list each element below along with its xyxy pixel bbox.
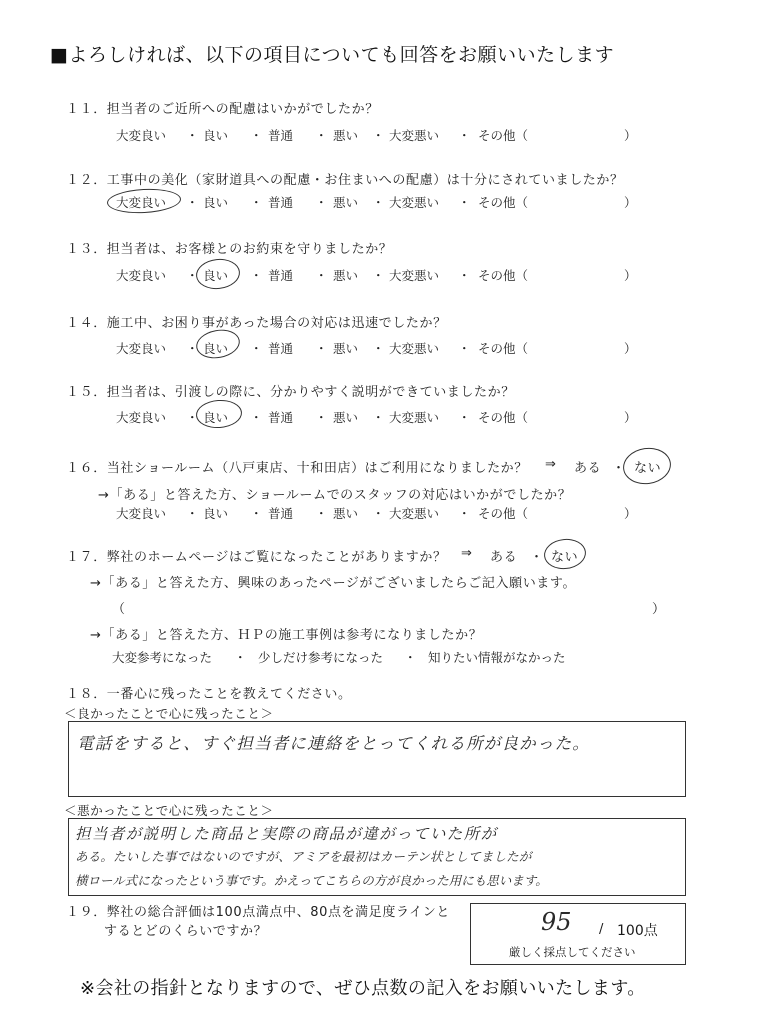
q19-score-slash: / bbox=[599, 922, 604, 937]
question-17: １７．弊社のホームページはご覧になったことがありますか？ bbox=[66, 550, 447, 565]
q17-answer-no[interactable]: ない bbox=[551, 550, 579, 565]
q18-bad-answer-line-2: ある。たいした事ではないのですが、アミアを最初はカーテン状としてましたが bbox=[75, 849, 532, 864]
opt-very-bad[interactable]: 大変悪い bbox=[389, 268, 440, 283]
q17-opt-slightly-helpful[interactable]: 少しだけ参考になった bbox=[258, 650, 384, 665]
opt-very-good[interactable]: 大変良い bbox=[116, 195, 167, 210]
q18-bad-answer-box[interactable] bbox=[68, 818, 686, 896]
question-18: １８．一番心に残ったことを教えてください。 bbox=[66, 687, 352, 702]
q18-good-answer-text: 電話をすると、すぐ担当者に連絡をとってくれる所が良かった。 bbox=[77, 734, 590, 753]
opt-normal[interactable]: 普通 bbox=[268, 506, 294, 521]
opt-good[interactable]: 良い bbox=[203, 195, 229, 210]
opt-very-good[interactable]: 大変良い bbox=[116, 128, 167, 143]
q18-bad-label: ＜悪かったことで心に残ったこと＞ bbox=[64, 803, 274, 818]
opt-bad[interactable]: 悪い bbox=[333, 410, 359, 425]
rating-options-q13: 大変良い ・ 良い ・ 普通 ・ 悪い ・ 大変悪い ・ その他（ ） bbox=[116, 268, 637, 283]
selection-circle-q13 bbox=[195, 257, 242, 291]
q17-opt-separator-1: ・ bbox=[234, 650, 247, 665]
q17-followup-2: →「ある」と答えた方、ＨＰの施工事例は参考になりましたか？ bbox=[90, 628, 483, 643]
opt-very-good[interactable]: 大変良い bbox=[116, 268, 167, 283]
q17-followup-1: →「ある」と答えた方、興味のあったページがございましたらご記入願います。 bbox=[90, 576, 577, 591]
opt-very-good[interactable]: 大変良い bbox=[116, 341, 167, 356]
opt-good[interactable]: 良い bbox=[203, 128, 229, 143]
question-19-line-1: １９．弊社の総合評価は100点満点中、80点を満足度ラインと bbox=[66, 905, 450, 920]
q18-good-answer-box[interactable] bbox=[68, 721, 686, 797]
opt-bad[interactable]: 悪い bbox=[333, 341, 359, 356]
q19-score-note: 厳しく採点してください bbox=[509, 945, 636, 959]
q17-opt-no-info[interactable]: 知りたい情報がなかった bbox=[428, 650, 566, 665]
opt-good[interactable]: 良い bbox=[203, 506, 229, 521]
question-12: １２．工事中の美化（家財道具への配慮・お住まいへの配慮）は十分にされていましたか？ bbox=[66, 173, 624, 188]
rating-options-q12: 大変良い ・ 良い ・ 普通 ・ 悪い ・ 大変悪い ・ その他（ ） bbox=[116, 195, 637, 210]
q16-separator: ・ bbox=[612, 461, 626, 476]
opt-normal[interactable]: 普通 bbox=[268, 195, 294, 210]
opt-very-good[interactable]: 大変良い bbox=[116, 506, 167, 521]
opt-very-bad[interactable]: 大変悪い bbox=[389, 195, 440, 210]
q16-followup: →「ある」と答えた方、ショールームでのスタッフの対応はいかがでしたか？ bbox=[98, 488, 572, 503]
rating-options-q15: 大変良い ・ 良い ・ 普通 ・ 悪い ・ 大変悪い ・ その他（ ） bbox=[116, 410, 637, 425]
q17-paren-close: ） bbox=[652, 602, 666, 617]
q19-score-box[interactable] bbox=[470, 903, 686, 965]
opt-other[interactable]: その他（ bbox=[478, 341, 529, 356]
q17-opt-separator-2: ・ bbox=[404, 650, 417, 665]
opt-normal[interactable]: 普通 bbox=[268, 410, 294, 425]
q17-paren-open: （ bbox=[112, 602, 126, 617]
question-19-line-2: するとどのくらいですか？ bbox=[104, 924, 268, 939]
opt-normal[interactable]: 普通 bbox=[268, 128, 294, 143]
opt-very-bad[interactable]: 大変悪い bbox=[389, 506, 440, 521]
question-16: １６．当社ショールーム（八戸東店、十和田店）はご利用になりましたか？ bbox=[66, 461, 528, 476]
page-heading: ■よろしければ、以下の項目についても回答をお願いいたします bbox=[50, 44, 615, 66]
q18-bad-answer-line-1: 担当者が説明した商品と実際の商品が違がっていた所が bbox=[75, 825, 498, 843]
opt-bad[interactable]: 悪い bbox=[333, 506, 359, 521]
q17-arrow: ⇒ bbox=[461, 546, 473, 561]
question-15: １５．担当者は、引渡しの際に、分かりやすく説明ができていましたか？ bbox=[66, 385, 515, 400]
opt-other[interactable]: その他（ bbox=[478, 506, 529, 521]
q18-bad-answer-line-3: 横ロール式になったという事です。かえってこちらの方が良かった用にも思います。 bbox=[75, 873, 548, 888]
q17-answer-yes[interactable]: ある bbox=[490, 550, 518, 565]
opt-bad[interactable]: 悪い bbox=[333, 195, 359, 210]
question-11: １１．担当者のご近所への配慮はいかがでしたか？ bbox=[66, 102, 379, 117]
opt-very-bad[interactable]: 大変悪い bbox=[389, 128, 440, 143]
q17-opt-very-helpful[interactable]: 大変参考になった bbox=[112, 650, 213, 665]
opt-very-bad[interactable]: 大変悪い bbox=[389, 341, 440, 356]
opt-good[interactable]: 良い bbox=[203, 268, 229, 283]
opt-bad[interactable]: 悪い bbox=[333, 128, 359, 143]
opt-very-bad[interactable]: 大変悪い bbox=[389, 410, 440, 425]
opt-good[interactable]: 良い bbox=[203, 410, 229, 425]
footer-note: ※会社の指針となりますので、ぜひ点数の記入をお願いいたします。 bbox=[80, 978, 646, 999]
opt-normal[interactable]: 普通 bbox=[268, 341, 294, 356]
opt-other[interactable]: その他（ bbox=[478, 268, 529, 283]
selection-circle-q16 bbox=[621, 445, 674, 487]
question-14: １４．施工中、お困り事があった場合の対応は迅速でしたか？ bbox=[66, 316, 447, 331]
q16-answer-no[interactable]: ない bbox=[634, 461, 662, 476]
selection-circle-q17 bbox=[543, 537, 588, 571]
opt-bad[interactable]: 悪い bbox=[333, 268, 359, 283]
question-13: １３．担当者は、お客様とのお約束を守りましたか？ bbox=[66, 242, 393, 257]
q19-score-value: 95 bbox=[541, 908, 572, 936]
q16-arrow: ⇒ bbox=[545, 457, 557, 472]
q19-score-max: 100点 bbox=[617, 923, 658, 939]
q16-answer-yes[interactable]: ある bbox=[574, 461, 602, 476]
opt-other[interactable]: その他（ bbox=[478, 195, 529, 210]
q18-good-label: ＜良かったことで心に残ったこと＞ bbox=[64, 706, 274, 721]
opt-very-good[interactable]: 大変良い bbox=[116, 410, 167, 425]
opt-other[interactable]: その他（ bbox=[478, 128, 529, 143]
opt-other[interactable]: その他（ bbox=[478, 410, 529, 425]
rating-options-q14: 大変良い ・ 良い ・ 普通 ・ 悪い ・ 大変悪い ・ その他（ ） bbox=[116, 341, 637, 356]
opt-good[interactable]: 良い bbox=[203, 341, 229, 356]
q17-separator: ・ bbox=[530, 550, 544, 565]
rating-options-q16: 大変良い ・ 良い ・ 普通 ・ 悪い ・ 大変悪い ・ その他（ ） bbox=[116, 506, 637, 521]
rating-options-q11: 大変良い ・ 良い ・ 普通 ・ 悪い ・ 大変悪い ・ その他（ ） bbox=[116, 128, 637, 143]
opt-normal[interactable]: 普通 bbox=[268, 268, 294, 283]
